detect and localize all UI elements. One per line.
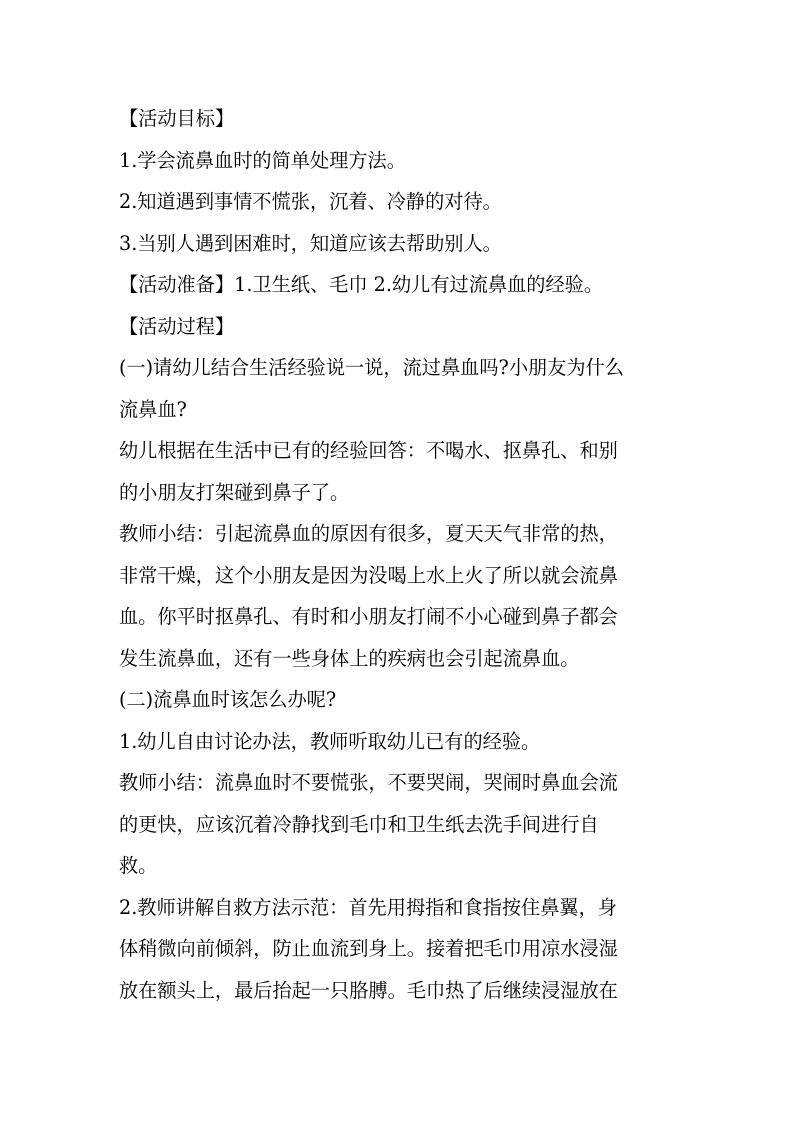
paragraph-line: 放在额头上，最后抬起一只胳膊。毛巾热了后继续浸湿放在 <box>119 978 618 1002</box>
paragraph-line: 的小朋友打架碰到鼻子了。 <box>119 480 350 504</box>
paragraph-line: 发生流鼻血，还有一些身体上的疾病也会引起流鼻血。 <box>119 646 580 670</box>
activity-preparation: 【活动准备】1.卫生纸、毛巾 2.幼儿有过流鼻血的经验。 <box>119 273 604 296</box>
goal-item-1: 1.学会流鼻血时的简单处理方法。 <box>119 148 406 172</box>
paragraph-line: 2.教师讲解自救方法示范：首先用拇指和食指按住鼻翼，身 <box>119 895 617 919</box>
paragraph-line: 非常干燥，这个小朋友是因为没喝上水上火了所以就会流鼻 <box>119 563 618 587</box>
paragraph-line: (二)流鼻血时该怎么办呢? <box>119 688 337 711</box>
paragraph-line: 幼儿根据在生活中已有的经验回答：不喝水、抠鼻孔、和别 <box>119 439 618 462</box>
paragraph-line: 体稍微向前倾斜，防止血流到身上。接着把毛巾用凉水浸湿 <box>119 937 618 960</box>
paragraph-line: 流鼻血? <box>119 397 187 421</box>
document-body <box>119 98 679 1011</box>
paragraph-line: 教师小结：流鼻血时不要慌张，不要哭闹，哭闹时鼻血会流 <box>119 771 618 794</box>
heading-activity-process: 【活动过程】 <box>119 314 235 338</box>
paragraph-line: 1.幼儿自由讨论办法，教师听取幼儿已有的经验。 <box>119 729 541 753</box>
paragraph-line: (一)请幼儿结合生活经验说一说，流过鼻血吗?小朋友为什么 <box>119 356 624 379</box>
paragraph-line: 教师小结：引起流鼻血的原因有很多，夏天天气非常的热， <box>119 522 618 545</box>
paragraph-line: 血。你平时抠鼻孔、有时和小朋友打闹不小心碰到鼻子都会 <box>119 605 618 628</box>
goal-item-3: 3.当别人遇到困难时，知道应该去帮助别人。 <box>119 231 502 255</box>
paragraph-line: 的更快，应该沉着冷静找到毛巾和卫生纸去洗手间进行自 <box>119 812 599 836</box>
goal-item-2: 2.知道遇到事情不慌张，沉着、冷静的对待。 <box>119 190 502 213</box>
heading-activity-goals: 【活动目标】 <box>119 107 235 130</box>
paragraph-line: 救。 <box>119 854 158 877</box>
